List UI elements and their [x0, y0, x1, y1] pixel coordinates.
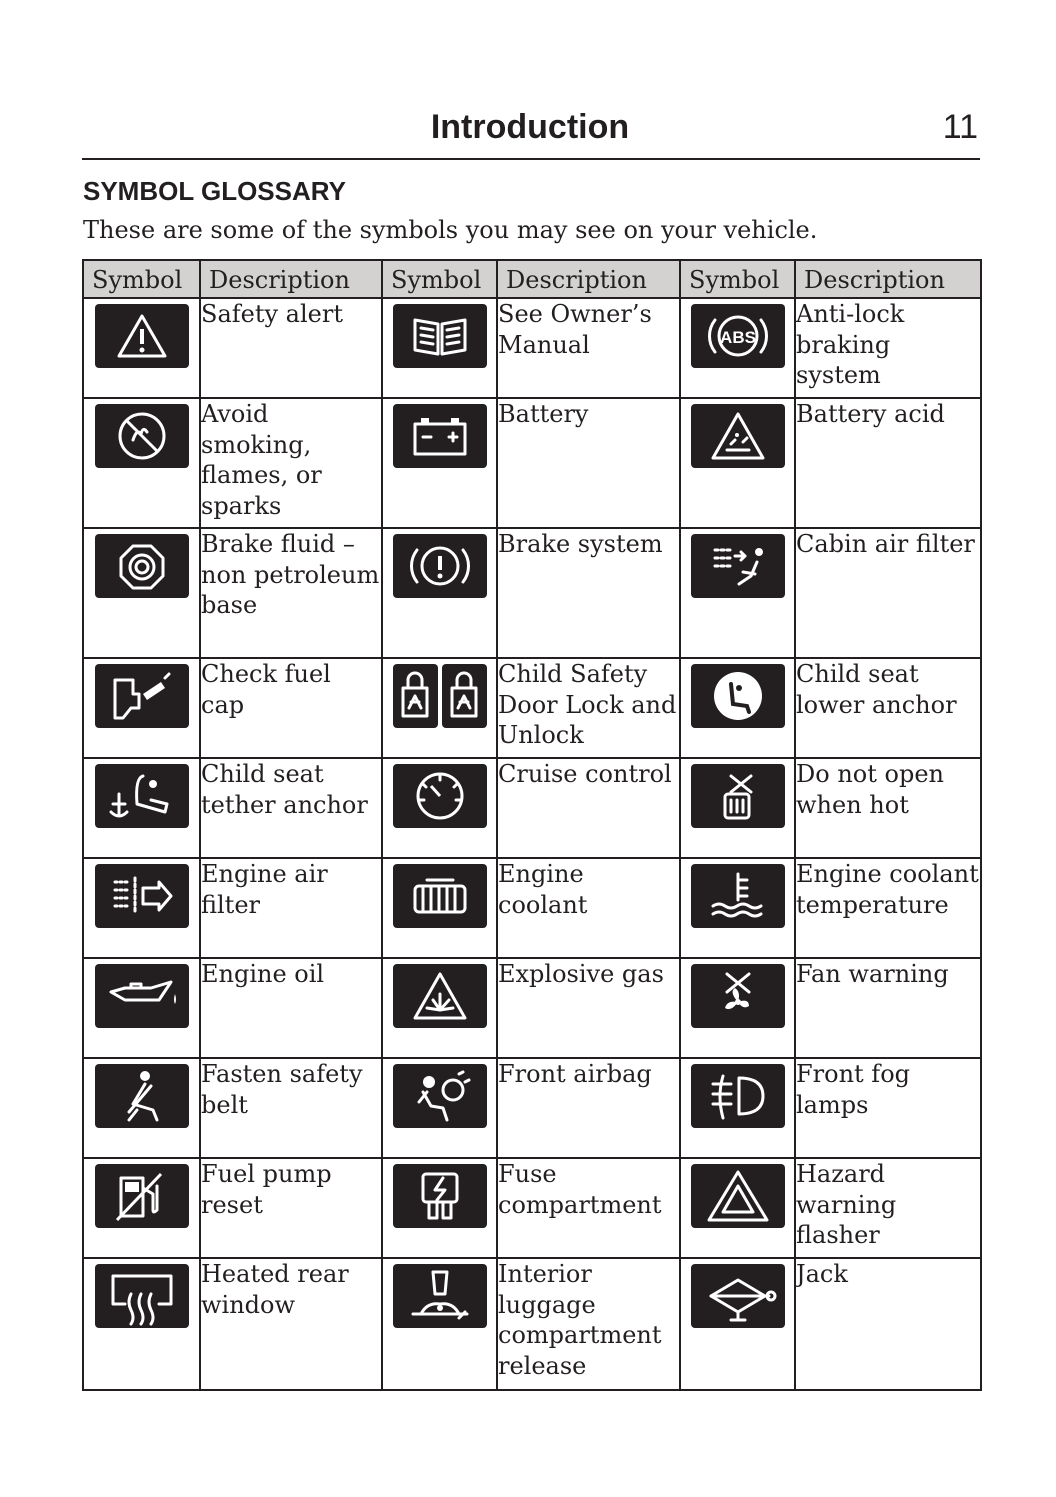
symbol-cell — [382, 658, 497, 758]
table-row — [83, 298, 981, 398]
symbol-description: Child seat tether anchor — [201, 760, 368, 819]
fan-warning-icon — [691, 964, 785, 1028]
table-row — [83, 528, 981, 658]
symbol-description: Fuel pump reset — [201, 1160, 332, 1219]
description-cell — [795, 298, 981, 398]
symbol-description: Child Safety Door Lock and Unlock — [498, 660, 677, 749]
description-cell — [200, 958, 382, 1058]
column-header-symbol: Symbol — [382, 260, 497, 298]
description-cell — [795, 858, 981, 958]
symbol-cell — [382, 858, 497, 958]
brake-fluid-icon — [95, 534, 189, 598]
symbol-cell — [83, 958, 200, 1058]
column-header-symbol: Symbol — [83, 260, 200, 298]
symbol-glossary-table — [82, 259, 982, 1391]
table-row — [83, 758, 981, 858]
column-header-symbol: Symbol — [680, 260, 795, 298]
description-cell — [200, 1158, 382, 1258]
symbol-cell — [382, 528, 497, 658]
section-heading: SYMBOL GLOSSARY — [83, 176, 346, 206]
table-row — [83, 1158, 981, 1258]
symbol-cell — [680, 658, 795, 758]
table-row — [83, 1258, 981, 1390]
cruise-control-icon — [393, 764, 487, 828]
symbol-description: Front fog lamps — [796, 1060, 910, 1119]
symbol-description: Explosive gas — [498, 960, 664, 988]
symbol-description: Anti-lock braking system — [796, 300, 905, 389]
description-cell — [200, 298, 382, 398]
table-row — [83, 958, 981, 1058]
description-cell — [200, 858, 382, 958]
symbol-cell — [382, 1058, 497, 1158]
child-safety-lock-icon — [393, 664, 487, 728]
column-header-description: Description — [795, 260, 981, 298]
owners-manual-icon — [393, 304, 487, 368]
table-row — [83, 658, 981, 758]
description-cell — [497, 398, 680, 528]
symbol-cell — [83, 298, 200, 398]
description-cell — [200, 658, 382, 758]
description-cell — [497, 1258, 680, 1390]
engine-coolant-temperature-icon — [691, 864, 785, 928]
description-cell — [200, 758, 382, 858]
description-cell — [497, 958, 680, 1058]
fuse-compartment-icon — [393, 1164, 487, 1228]
symbol-cell — [83, 1258, 200, 1390]
do-not-open-hot-icon — [691, 764, 785, 828]
table-row — [83, 858, 981, 958]
description-cell — [497, 528, 680, 658]
hazard-warning-icon — [691, 1164, 785, 1228]
description-cell — [200, 398, 382, 528]
symbol-description: Do not open when hot — [796, 760, 944, 819]
jack-icon — [691, 1264, 785, 1328]
description-cell — [497, 1158, 680, 1258]
symbol-cell — [382, 1258, 497, 1390]
symbol-cell — [83, 658, 200, 758]
symbol-description: Child seat lower anchor — [796, 660, 957, 719]
description-cell — [795, 528, 981, 658]
abs-icon — [691, 304, 785, 368]
symbol-description: Hazard warning flasher — [796, 1160, 897, 1249]
description-cell — [200, 1058, 382, 1158]
engine-coolant-icon — [393, 864, 487, 928]
symbol-cell — [680, 958, 795, 1058]
symbol-cell — [83, 1158, 200, 1258]
description-cell — [200, 1258, 382, 1390]
description-cell — [497, 858, 680, 958]
symbol-description: Fasten safety belt — [201, 1060, 363, 1119]
engine-oil-icon — [95, 964, 189, 1028]
symbol-cell — [83, 858, 200, 958]
symbol-cell — [680, 858, 795, 958]
unlock-icon — [442, 664, 487, 728]
table-header-row — [83, 260, 981, 298]
svg-text:ABS: ABS — [719, 328, 756, 347]
brake-system-icon — [393, 534, 487, 598]
description-cell — [795, 958, 981, 1058]
symbol-cell — [83, 758, 200, 858]
description-cell — [497, 1058, 680, 1158]
symbol-description: Fuse compartment — [498, 1160, 662, 1219]
explosive-gas-icon — [393, 964, 487, 1028]
symbol-cell — [680, 398, 795, 528]
description-cell — [795, 1258, 981, 1390]
description-cell — [795, 658, 981, 758]
symbol-description: Brake fluid – non petroleum base — [201, 530, 380, 619]
symbol-cell — [83, 528, 200, 658]
symbol-cell — [382, 958, 497, 1058]
symbol-cell — [680, 758, 795, 858]
symbol-description: Interior luggage compartment release — [498, 1260, 662, 1380]
front-airbag-icon — [393, 1064, 487, 1128]
symbol-cell — [83, 1058, 200, 1158]
table-row — [83, 1058, 981, 1158]
symbol-description: Jack — [796, 1260, 848, 1288]
engine-air-filter-icon — [95, 864, 189, 928]
lock-icon — [393, 664, 438, 728]
symbol-description: Engine coolant — [498, 860, 588, 919]
cabin-air-filter-icon — [691, 534, 785, 598]
symbol-description: Battery acid — [796, 400, 945, 428]
heated-rear-window-icon — [95, 1264, 189, 1328]
fuel-pump-reset-icon — [95, 1164, 189, 1228]
description-cell — [795, 758, 981, 858]
page-number: 11 — [942, 108, 978, 146]
interior-luggage-release-icon — [393, 1264, 487, 1328]
page-title: Introduction — [430, 108, 630, 146]
description-cell — [200, 528, 382, 658]
symbol-description: Fan warning — [796, 960, 949, 988]
description-cell — [795, 398, 981, 528]
symbol-cell — [83, 398, 200, 528]
front-fog-lamps-icon — [691, 1064, 785, 1128]
seat-belt-icon — [95, 1064, 189, 1128]
symbol-description: Engine air filter — [201, 860, 328, 919]
column-header-description: Description — [497, 260, 680, 298]
symbol-description: Front airbag — [498, 1060, 652, 1088]
table-row — [83, 398, 981, 528]
no-smoking-flames-sparks-icon — [95, 404, 189, 468]
symbol-description: Cruise control — [498, 760, 672, 788]
description-cell — [497, 758, 680, 858]
check-fuel-cap-icon — [95, 664, 189, 728]
symbol-cell — [382, 298, 497, 398]
symbol-description: Avoid smoking, flames, or sparks — [201, 400, 322, 520]
symbol-cell — [680, 1058, 795, 1158]
symbol-cell — [680, 1158, 795, 1258]
symbol-description: Engine coolant temperature — [796, 860, 979, 919]
symbol-description: Check fuel cap — [201, 660, 331, 719]
child-seat-tether-anchor-icon — [95, 764, 189, 828]
symbol-cell — [382, 1158, 497, 1258]
symbol-description: Cabin air filter — [796, 530, 975, 558]
description-cell — [795, 1058, 981, 1158]
symbol-description: See Owner’s Manual — [498, 300, 652, 359]
column-header-description: Description — [200, 260, 382, 298]
symbol-description: Heated rear window — [201, 1260, 349, 1319]
child-seat-lower-anchor-icon — [691, 664, 785, 728]
symbol-cell — [382, 758, 497, 858]
battery-acid-icon — [691, 404, 785, 468]
symbol-cell — [680, 528, 795, 658]
symbol-cell — [680, 1258, 795, 1390]
symbol-description: Battery — [498, 400, 589, 428]
description-cell — [497, 658, 680, 758]
symbol-description: Brake system — [498, 530, 663, 558]
symbol-cell — [680, 298, 795, 398]
battery-icon — [393, 404, 487, 468]
description-cell — [497, 298, 680, 398]
description-cell — [795, 1158, 981, 1258]
symbol-description: Engine oil — [201, 960, 325, 988]
safety-alert-icon — [95, 304, 189, 368]
intro-text: These are some of the symbols you may see on your vehicle. — [83, 216, 818, 244]
header-rule — [82, 158, 980, 160]
symbol-cell — [382, 398, 497, 528]
symbol-description: Safety alert — [201, 300, 343, 328]
